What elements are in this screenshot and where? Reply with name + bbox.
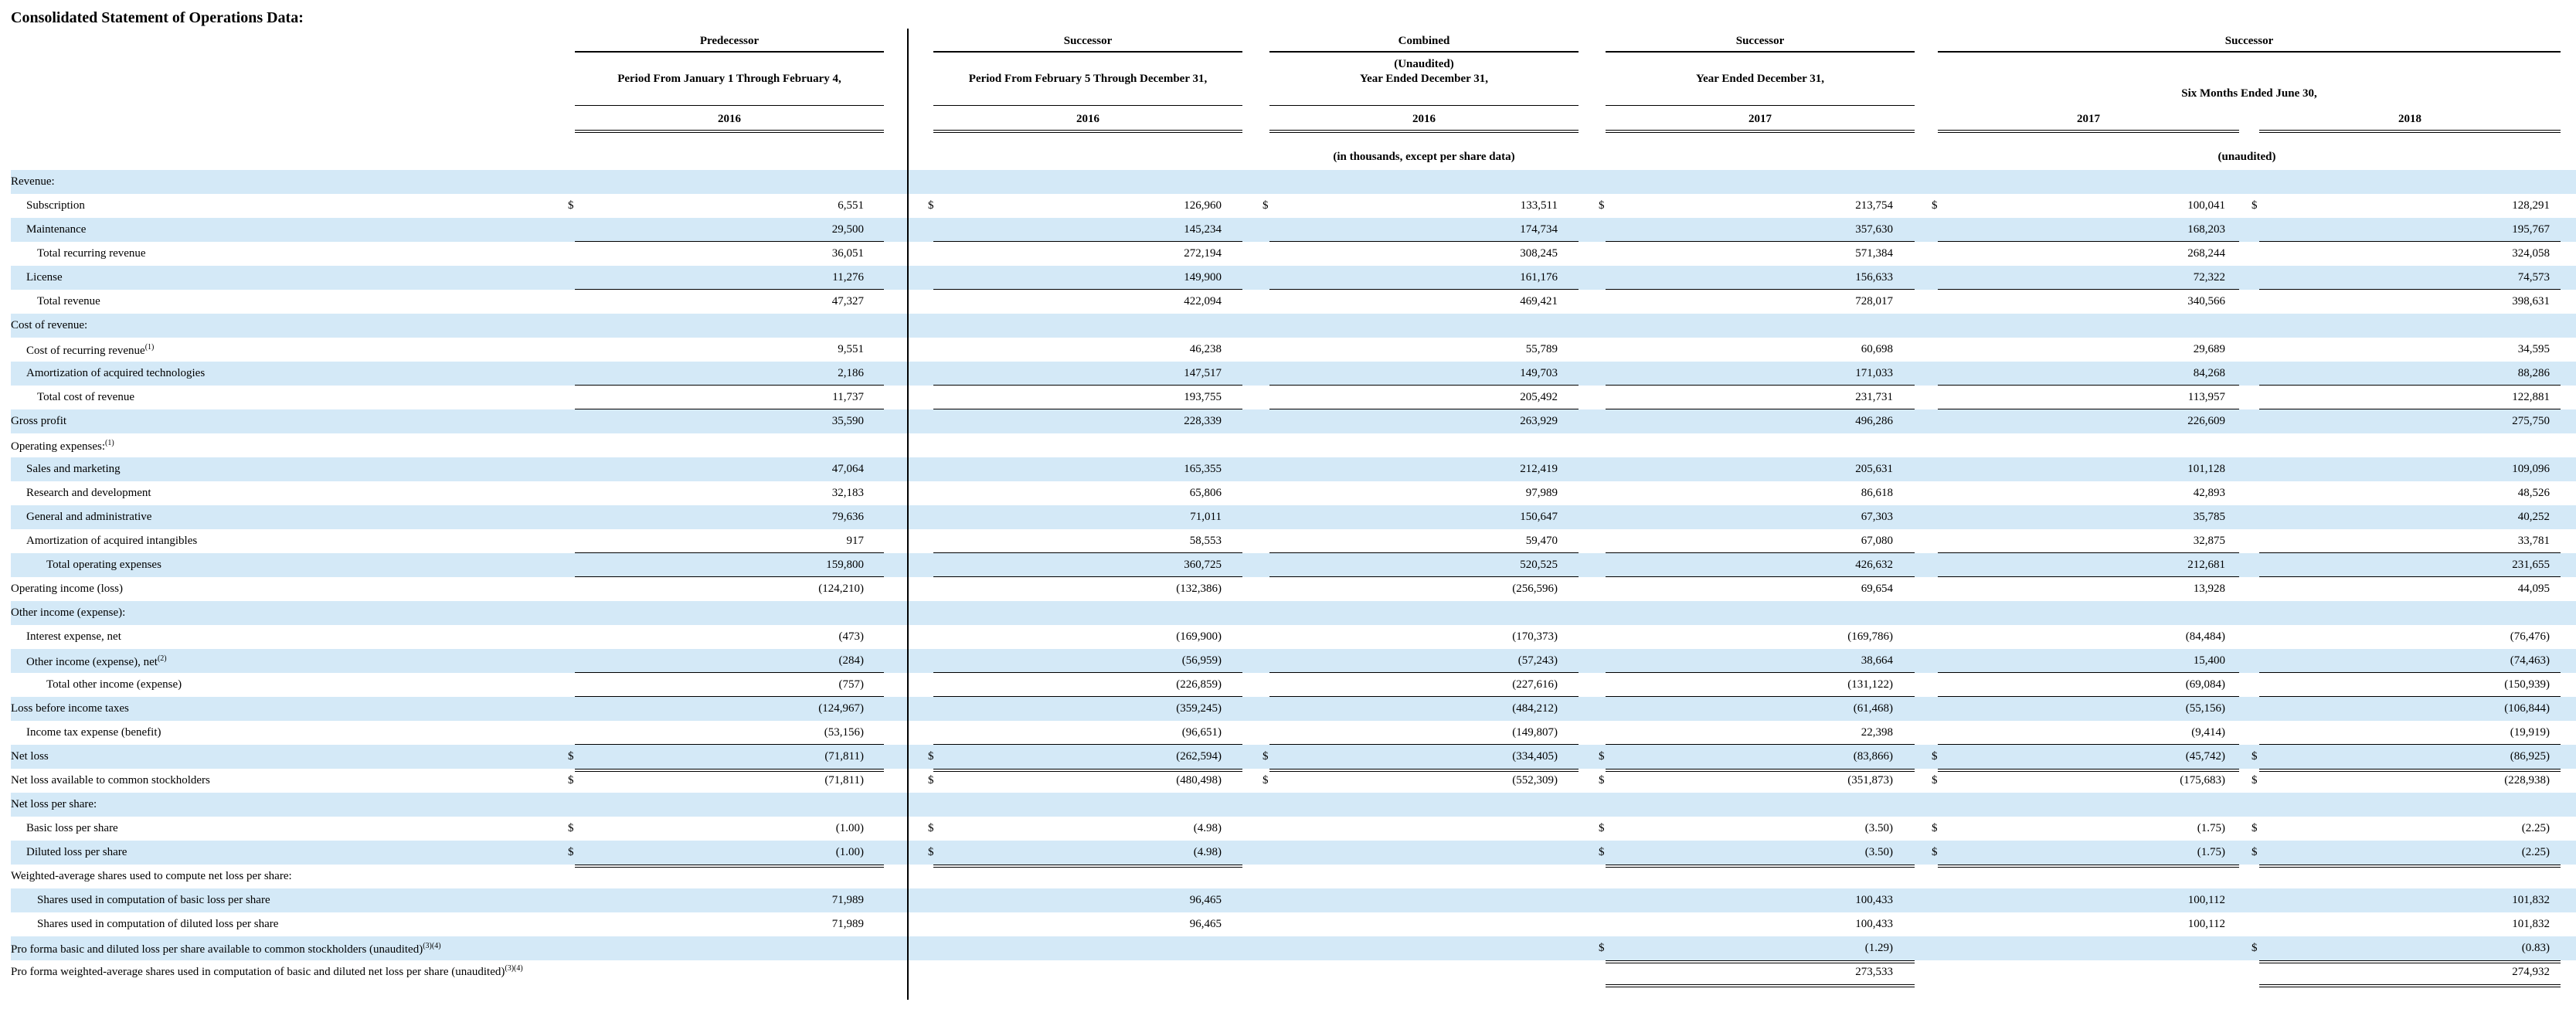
cell-value: 340,566 [2187,295,2225,307]
row-label: Gross profit [11,415,67,427]
cell-value: (96,651) [1181,726,1222,739]
cell-value: 156,633 [1855,271,1893,284]
cell-value: 212,419 [1520,463,1558,475]
table-row [11,960,2576,984]
cell-value: 35,785 [2193,511,2225,523]
cell-value: (150,939) [2504,678,2550,691]
cell-value: 6,551 [838,199,864,212]
cell-value: (262,594) [1176,750,1222,763]
cell-value: 97,989 [1525,487,1558,499]
cell-value: 100,112 [2187,918,2225,930]
table-row [11,625,2576,649]
cell-value: 231,655 [2512,559,2550,571]
row-label: Total recurring revenue [37,247,146,260]
table-row [11,553,2576,577]
cell-value: 109,096 [2512,463,2550,475]
row-label: Subscription [26,199,85,212]
currency-symbol: $ [1263,199,1269,212]
cell-value: (226,859) [1176,678,1222,691]
page-title: Consolidated Statement of Operations Data: [11,9,304,26]
currency-symbol: $ [568,846,574,858]
cell-value: 11,737 [832,391,864,403]
row-label: Pro forma basic and diluted loss per share available to common stockholders (unaudited)$^{(3)(4)}$ [11,942,441,956]
cell-value: (1.29) [1864,942,1893,954]
cell-value: (106,844) [2504,702,2550,715]
table-row [11,865,2576,888]
cell-value: 96,465 [1189,894,1222,906]
table-row [11,817,2576,841]
header-successor-2017: Successor [1606,34,1915,53]
cell-value: 149,703 [1520,367,1558,379]
cell-value: (256,596) [1512,583,1558,595]
cell-value: 2,186 [838,367,864,379]
row-label: Other income (expense), net$^{(2)}$ [26,654,167,668]
table-row [11,936,2576,960]
table-row [11,673,2576,697]
header-successor-2016: Successor [933,34,1242,53]
table-row [11,912,2576,936]
currency-symbol: $ [568,750,574,763]
cell-value: 29,689 [2193,343,2225,355]
currency-symbol: $ [1932,774,1938,786]
cell-value: 360,725 [1184,559,1222,571]
cell-value: 47,327 [831,295,864,307]
row-label: Revenue: [11,175,55,188]
currency-symbol: $ [2251,199,2258,212]
cell-value: 35,590 [831,415,864,427]
cell-value: (19,919) [2510,726,2550,739]
cell-value: 33,781 [2517,535,2550,547]
cell-value: 150,647 [1520,511,1558,523]
table-row [11,529,2576,553]
cell-value: (45,742) [2185,750,2225,763]
cell-value: 100,112 [2187,894,2225,906]
header-year-c2: 2016 [1076,113,1099,125]
table-row [11,266,2576,290]
currency-symbol: $ [1932,846,1938,858]
cell-value: 174,734 [1520,223,1558,236]
table-row [11,433,2576,457]
cell-value: (124,967) [818,702,864,715]
header-year-c4: 2017 [1748,113,1772,125]
cell-value: 38,664 [1861,654,1893,667]
header-period-jan-feb: Period From January 1 Through February 4, [617,73,841,85]
row-label: Total other income (expense) [46,678,182,691]
cell-value: (334,405) [1512,750,1558,763]
cell-value: 22,398 [1861,726,1893,739]
units-note: (in thousands, except per share data) [1333,151,1515,163]
cell-value: 58,553 [1189,535,1222,547]
row-label: License [26,271,63,284]
table-row [11,888,2576,912]
cell-value: 71,989 [831,894,864,906]
cell-value: 59,470 [1525,535,1558,547]
cell-value: 268,244 [2187,247,2225,260]
header-year-2017-period: Year Ended December 31, [1695,73,1825,85]
header-six-months-period: Six Months Ended June 30, [2181,87,2317,100]
row-label: General and administrative [26,511,152,523]
cell-value: (228,938) [2504,774,2550,786]
cell-value: 195,767 [2512,223,2550,236]
cell-value: 67,303 [1861,511,1893,523]
cell-value: (132,386) [1176,583,1222,595]
cell-value: (170,373) [1512,630,1558,643]
table-row [11,481,2576,505]
currency-symbol: $ [1932,750,1938,763]
cell-value: (9,414) [2191,726,2225,739]
cell-value: 100,041 [2187,199,2225,212]
row-label: Net loss [11,750,49,763]
table-row [11,218,2576,242]
row-label: Sales and marketing [26,463,121,475]
cell-value: (169,900) [1176,630,1222,643]
cell-value: 133,511 [1520,199,1558,212]
cell-value: 165,355 [1184,463,1222,475]
cell-value: 213,754 [1855,199,1893,212]
cell-value: 113,957 [2187,391,2225,403]
cell-value: 263,929 [1520,415,1558,427]
cell-value: 205,492 [1520,391,1558,403]
cell-value: (1.75) [2197,822,2225,834]
currency-symbol: $ [2251,822,2258,834]
table-row [11,170,2576,194]
cell-value: 571,384 [1855,247,1893,260]
currency-symbol: $ [1932,199,1938,212]
table-row [11,194,2576,218]
total-rule [1606,984,1915,987]
row-label: Net loss per share: [11,798,97,810]
cell-value: 126,960 [1184,199,1222,212]
cell-value: 357,630 [1855,223,1893,236]
cell-value: 469,421 [1520,295,1558,307]
row-label: Operating expenses:$^{(1)}$ [11,439,114,453]
cell-value: (69,084) [2185,678,2225,691]
cell-value: 101,128 [2187,463,2225,475]
table-row [11,649,2576,673]
table-row [11,362,2576,386]
cell-value: 272,194 [1184,247,1222,260]
table-row [11,290,2576,314]
cell-value: (74,463) [2510,654,2550,667]
cell-value: 274,932 [2512,966,2550,978]
cell-value: 398,631 [2512,295,2550,307]
cell-value: 34,595 [2517,343,2550,355]
header-unaudited: (Unaudited) [1394,58,1454,70]
row-label: Income tax expense (benefit) [26,726,161,739]
row-label: Loss before income taxes [11,702,129,715]
row-label: Total operating expenses [46,559,161,571]
cell-value: (0.83) [2521,942,2550,954]
row-label: Research and development [26,487,151,499]
cell-value: 100,433 [1855,894,1893,906]
currency-symbol: $ [1599,822,1605,834]
cell-value: (484,212) [1512,702,1558,715]
cell-value: (2.25) [2521,822,2550,834]
currency-symbol: $ [1599,942,1605,954]
row-label: Cost of revenue: [11,319,88,331]
total-rule [2259,984,2561,987]
currency-symbol: $ [1263,750,1269,763]
table-row [11,601,2576,625]
cell-value: (2.25) [2521,846,2550,858]
header-period-feb-dec: Period From February 5 Through December 31, [968,73,1208,85]
cell-value: 205,631 [1855,463,1893,475]
currency-symbol: $ [2251,942,2258,954]
cell-value: (169,786) [1847,630,1893,643]
cell-value: 147,517 [1184,367,1222,379]
cell-value: 48,526 [2517,487,2550,499]
cell-value: 308,245 [1520,247,1558,260]
row-label: Amortization of acquired technologies [26,367,206,379]
cell-value: 84,268 [2193,367,2225,379]
cell-value: 86,618 [1861,487,1893,499]
cell-value: 46,238 [1189,343,1222,355]
cell-value: 65,806 [1189,487,1222,499]
cell-value: 100,433 [1855,918,1893,930]
cell-value: (1.00) [835,822,864,834]
cell-value: 520,525 [1520,559,1558,571]
table-row [11,721,2576,745]
cell-value: 32,875 [2193,535,2225,547]
row-label: Maintenance [26,223,87,236]
currency-symbol: $ [1932,822,1938,834]
cell-value: 67,080 [1861,535,1893,547]
row-label: Shares used in computation of basic loss per share [37,894,270,906]
cell-value: 728,017 [1855,295,1893,307]
currency-symbol: $ [568,774,574,786]
row-label: Interest expense, net [26,630,121,643]
cell-value: 79,636 [831,511,864,523]
currency-symbol: $ [2251,846,2258,858]
cell-value: (56,959) [1181,654,1222,667]
row-label: Amortization of acquired intangibles [26,535,198,547]
header-successor-six-months: Successor [1938,34,2561,53]
table-row [11,577,2576,601]
cell-value: 273,533 [1855,966,1893,978]
currency-symbol: $ [928,846,934,858]
cell-value: 60,698 [1861,343,1893,355]
cell-value: (84,484) [2185,630,2225,643]
header-year-c6: 2018 [2398,113,2421,125]
cell-value: 228,339 [1184,415,1222,427]
footnote-marker: (1) [105,439,114,447]
cell-value: (4.98) [1193,846,1222,858]
predecessor-divider [907,29,909,1000]
table-row [11,745,2576,769]
cell-value: (83,866) [1853,750,1893,763]
cell-value: (149,807) [1512,726,1558,739]
cell-value: (76,476) [2510,630,2550,643]
cell-value: 324,058 [2512,247,2550,260]
cell-value: 74,573 [2517,271,2550,284]
cell-value: 193,755 [1184,391,1222,403]
cell-value: 917 [846,535,864,547]
cell-value: (71,811) [824,750,864,763]
header-year-c5: 2017 [2077,113,2100,125]
footnote-marker: (1) [144,343,155,352]
cell-value: (359,245) [1176,702,1222,715]
row-label: Total revenue [37,295,100,307]
currency-symbol: $ [1599,774,1605,786]
currency-symbol: $ [928,199,934,212]
currency-symbol: $ [1599,846,1605,858]
unaudited-note: (unaudited) [2217,151,2276,163]
currency-symbol: $ [568,199,574,212]
table-row [11,769,2576,793]
row-label: Total cost of revenue [37,391,134,403]
currency-symbol: $ [1263,774,1269,786]
cell-value: (227,616) [1512,678,1558,691]
footnote-marker: (3)(4) [423,942,441,950]
cell-value: 171,033 [1855,367,1893,379]
cell-value: (3.50) [1864,822,1893,834]
currency-symbol: $ [2251,750,2258,763]
cell-value: (473) [838,630,864,643]
cell-value: 11,276 [832,271,864,284]
header-combined-period: Year Ended December 31, [1359,73,1489,85]
cell-value: 149,900 [1184,271,1222,284]
cell-value: (124,210) [818,583,864,595]
table-row [11,242,2576,266]
cell-value: 226,609 [2187,415,2225,427]
cell-value: (552,309) [1512,774,1558,786]
cell-value: 168,203 [2187,223,2225,236]
cell-value: (55,156) [2185,702,2225,715]
cell-value: 15,400 [2193,654,2225,667]
cell-value: (61,468) [1853,702,1893,715]
table-row [11,386,2576,409]
cell-value: 496,286 [1855,415,1893,427]
cell-value: 32,183 [831,487,864,499]
cell-value: (1.00) [835,846,864,858]
currency-symbol: $ [1599,750,1605,763]
cell-value: (53,156) [824,726,864,739]
cell-value: 128,291 [2512,199,2550,212]
row-label: Pro forma weighted-average shares used in computation of basic and diluted net loss per share (unaudited)$^{(3)(4)}$ [11,964,523,978]
cell-value: (3.50) [1864,846,1893,858]
cell-value: 122,881 [2512,391,2550,403]
table-row [11,314,2576,338]
currency-symbol: $ [928,774,934,786]
cell-value: 40,252 [2517,511,2550,523]
header-year-c1: 2016 [718,113,741,125]
header-combined: Combined [1269,34,1579,53]
cell-value: 69,654 [1861,583,1893,595]
cell-value: 29,500 [831,223,864,236]
row-label: Cost of recurring revenue$^{(1)}$ [26,343,155,357]
cell-value: 145,234 [1184,223,1222,236]
cell-value: (1.75) [2197,846,2225,858]
cell-value: 161,176 [1520,271,1558,284]
currency-symbol: $ [1599,199,1605,212]
cell-value: 47,064 [831,463,864,475]
footnote-marker: (3)(4) [505,964,523,973]
cell-value: 422,094 [1184,295,1222,307]
cell-value: (131,122) [1847,678,1893,691]
header-predecessor: Predecessor [575,34,884,53]
cell-value: 36,051 [831,247,864,260]
cell-value: 88,286 [2517,367,2550,379]
cell-value: 71,989 [831,918,864,930]
row-label: Weighted-average shares used to compute net loss per share: [11,870,292,882]
table-row [11,697,2576,721]
table-row [11,793,2576,817]
header-year-c3: 2016 [1412,113,1436,125]
cell-value: 212,681 [2187,559,2225,571]
row-label: Shares used in computation of diluted loss per share [37,918,279,930]
cell-value: 44,095 [2517,583,2550,595]
row-label: Diluted loss per share [26,846,127,858]
row-label: Operating income (loss) [11,583,123,595]
cell-value: 13,928 [2193,583,2225,595]
currency-symbol: $ [928,822,934,834]
cell-value: (71,811) [824,774,864,786]
cell-value: 42,893 [2193,487,2225,499]
cell-value: 101,832 [2512,918,2550,930]
cell-value: 101,832 [2512,894,2550,906]
cell-value: (175,683) [2180,774,2225,786]
cell-value: (4.98) [1193,822,1222,834]
cell-value: (57,243) [1517,654,1558,667]
cell-value: (757) [838,678,864,691]
cell-value: 426,632 [1855,559,1893,571]
cell-value: 96,465 [1189,918,1222,930]
row-label: Net loss available to common stockholders [11,774,210,786]
cell-value: (86,925) [2510,750,2550,763]
footnote-marker: (2) [157,654,167,663]
table-row [11,409,2576,433]
cell-value: 231,731 [1855,391,1893,403]
cell-value: (284) [838,654,864,667]
currency-symbol: $ [568,822,574,834]
cell-value: 159,800 [826,559,864,571]
table-row [11,338,2576,362]
currency-symbol: $ [928,750,934,763]
cell-value: (480,498) [1176,774,1222,786]
cell-value: 9,551 [838,343,864,355]
row-label: Other income (expense): [11,606,126,619]
cell-value: 72,322 [2193,271,2225,284]
row-label: Basic loss per share [26,822,118,834]
currency-symbol: $ [2251,774,2258,786]
table-row [11,457,2576,481]
table-row [11,505,2576,529]
cell-value: 71,011 [1190,511,1222,523]
cell-value: (351,873) [1847,774,1893,786]
table-row [11,841,2576,865]
cell-value: 275,750 [2512,415,2550,427]
cell-value: 55,789 [1525,343,1558,355]
